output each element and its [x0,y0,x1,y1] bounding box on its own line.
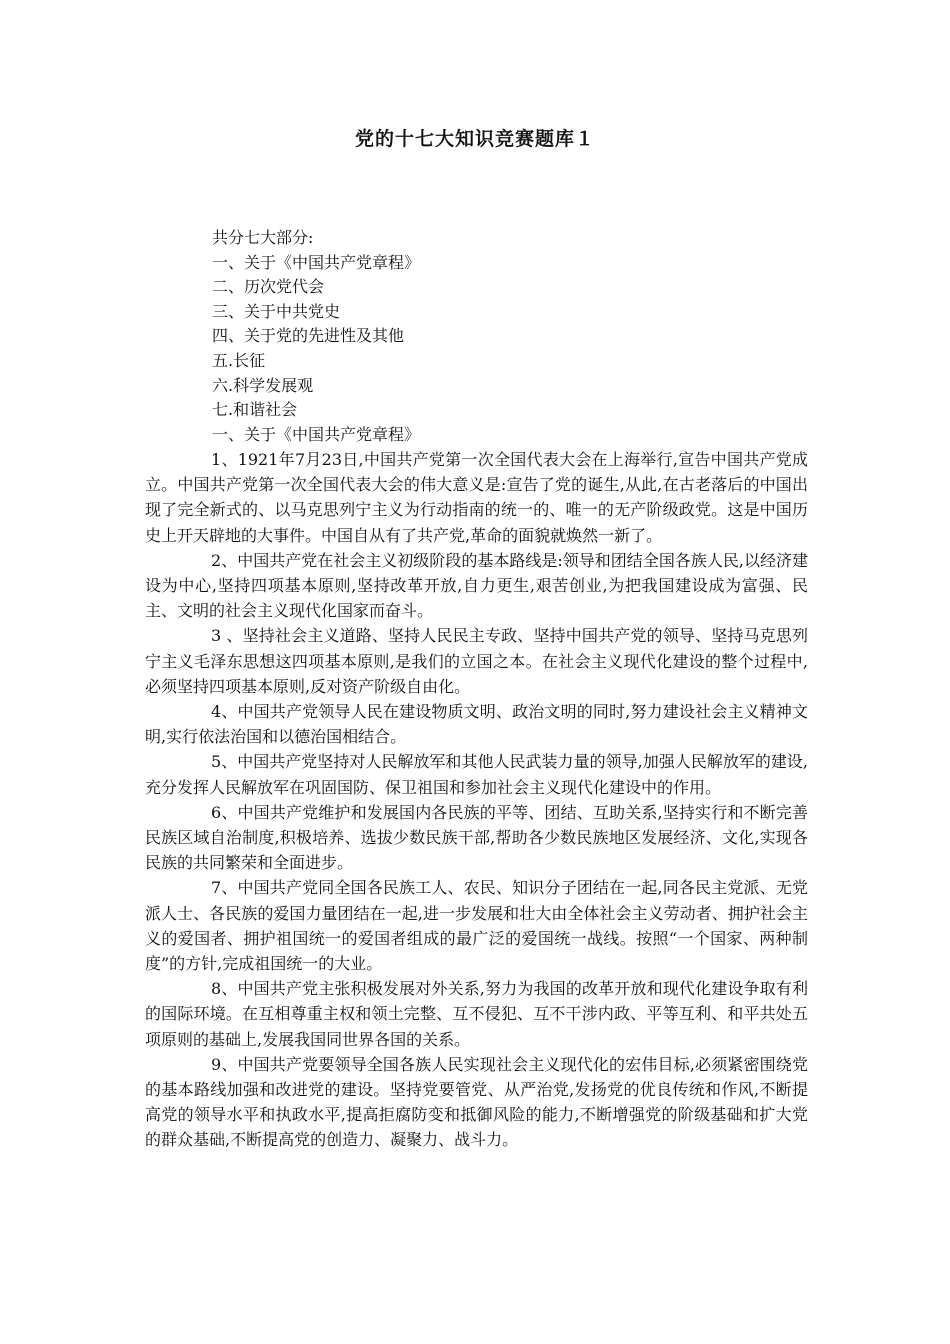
paragraph-1: 1、1921年7月23日,中国共产党第一次全国代表大会在上海举行,宣告中国共产党成立。中国共产党第一次全国代表大会的伟大意义是:宣告了党的诞生,从此,在古老落后的中国出现了完全新式的、以马克思列宁主义为行动指南的统一的、唯一的无产阶级政党。这是中国历史上开天辟地的大事件。中国自从有了共产党,革命的面貌就焕然一新了。 [145,450,808,545]
paragraph-3: 3 、坚持社会主义道路、坚持人民民主专政、坚持中国共产党的领导、坚持马克思列宁主义毛泽东思想这四项基本原则,是我们的立国之本。在社会主义现代化建设的整个过程中,必须坚持四项基本原则,反对资产阶级自由化。 [145,626,808,696]
paragraph-9: 9、中国共产党要领导全国各族人民实现社会主义现代化的宏伟目标,必须紧密围绕党的基本路线加强和改进党的建设。坚持党要管党、从严治党,发扬党的优良传统和作风,不断提高党的领导水平和执政水平,提高拒腐防变和抵御风险的能力,不断增强党的阶级基础和扩大党的群众基础,不断提高党的创造力、凝聚力、战斗力。 [145,1054,808,1150]
paragraph-6: 6、中国共产党维护和发展国内各民族的平等、团结、互助关系,坚持实行和不断完善民族区域自治制度,积极培养、选拔少数民族干部,帮助各少数民族地区发展经济、文化,实现各民族的共同繁荣和全面进步。 [145,802,808,873]
toc-item-5: 五.长征 [212,350,266,370]
paragraph-5: 5、中国共产党坚持对人民解放军和其他人民武装力量的领导,加强人民解放军的建设,充分发挥人民解放军在巩固国防、保卫祖国和参加社会主义现代化建设中的作用。 [145,752,808,797]
toc-intro: 共分七大部分: [212,228,314,247]
toc-item-6: 六.科学发展观 [212,375,314,395]
document-title: 党的十七大知识竞赛题库１ [354,128,595,150]
paragraph-2: 2、中国共产党在社会主义初级阶段的基本路线是:领导和团结全国各族人民,以经济建设为中心,坚持四项基本原则,坚持改革开放,自力更生,艰苦创业,为把我国建设成为富强、民主、文明的社会主义现代化国家而奋斗。 [145,550,808,621]
paragraph-8: 8、中国共产党主张积极发展对外关系,努力为我国的改革开放和现代化建设争取有利的国际环境。在互相尊重主权和领土完整、互不侵犯、互不干涉内政、平等互利、和平共处五项原则的基础上,发展我国同世界各国的关系。 [145,979,808,1049]
section-heading: 一、关于《中国共产党章程》 [212,424,421,444]
toc-item-1: 一、关于《中国共产党章程》 [212,252,421,272]
toc-item-2: 二、历次党代会 [212,277,325,297]
paragraph-4: 4、中国共产党领导人民在建设物质文明、政治文明的同时,努力建设社会主义精神文明,实行依法治国和以德治国相结合。 [145,702,808,747]
paragraph-7: 7、中国共产党同全国各民族工人、农民、知识分子团结在一起,同各民主党派、无党派人士、各民族的爱国力量团结在一起,进一步发展和壮大由全体社会主义劳动者、拥护社会主义的爱国者、拥护祖国统一的爱国者组成的最广泛的爱国统一战线。按照“一个国家、两种制度”的方针,完成祖国统一的大业。 [145,878,808,974]
table-of-contents [212,226,812,447]
toc-item-7: 七.和谐社会 [212,400,298,420]
document-body [145,447,808,1153]
toc-item-3: 三、关于中共党史 [212,301,341,321]
toc-item-4: 四、关于党的先进性及其他 [212,326,405,346]
